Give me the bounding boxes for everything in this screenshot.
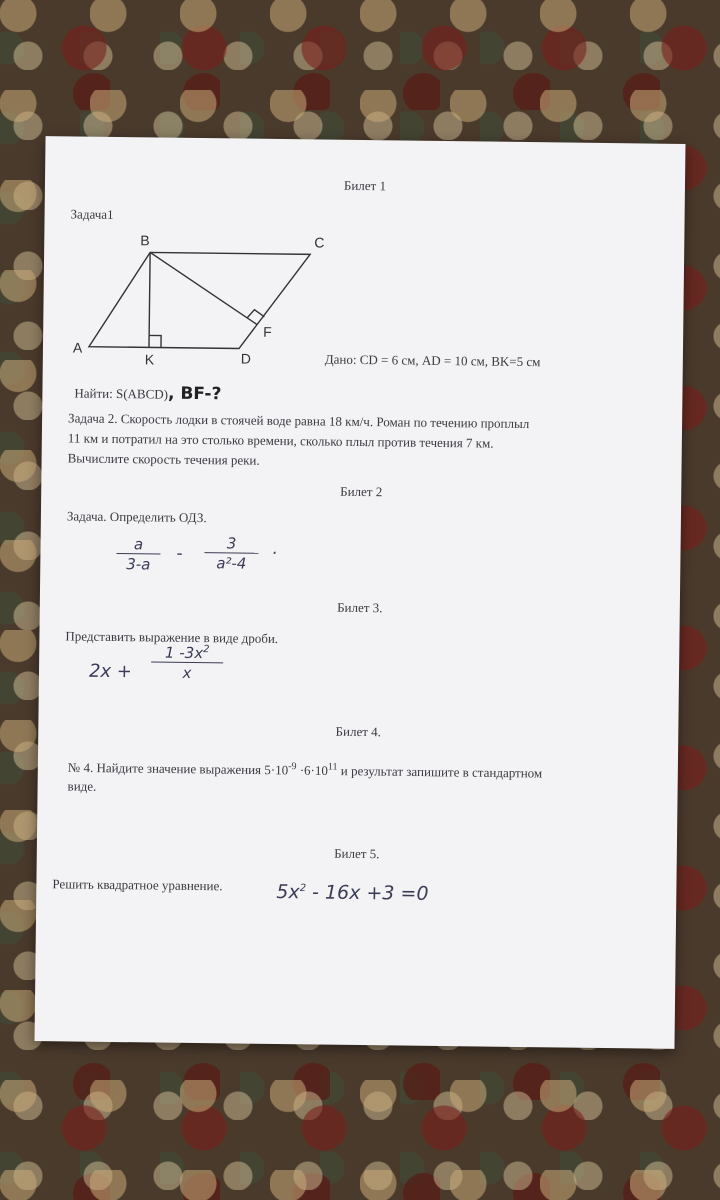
ticket4-line1: [68, 758, 543, 781]
right-angle-mark-f: [247, 310, 264, 318]
paper-sheet: [34, 136, 685, 1049]
ticket3-num-exp: 2: [203, 644, 210, 656]
point-label-k: K: [144, 351, 155, 368]
vertex-label-c: C: [314, 234, 325, 251]
ticket2-fraction-1: [116, 535, 160, 574]
ticket5-title: Билет 5.: [334, 845, 380, 862]
ticket3-fraction: [151, 643, 223, 682]
ticket5-eq-b: - 16x +3 =0: [305, 881, 429, 905]
ticket4-line2: виде.: [67, 778, 97, 794]
ticket2-num1: a: [133, 535, 144, 554]
ticket5-eq-exp: 2: [299, 882, 307, 895]
ticket1-task2-line2: 11 км и потратил на это столько времени, сколько плыл против течения 7 км.: [67, 430, 494, 451]
ticket2-fraction-2: [204, 534, 258, 573]
ticket1-find: [74, 382, 221, 404]
vertex-label-d: D: [240, 350, 252, 367]
ticket1-task2-line3: Вычислите скорость течения реки.: [67, 450, 260, 468]
ticket1-given: Дано: CD = 6 см, AD = 10 см, BK=5 см: [324, 351, 541, 370]
ticket3-num: [151, 643, 223, 662]
ticket4-exp1: -9: [288, 761, 297, 773]
ticket3-den: x: [151, 661, 223, 682]
vertex-label-a: A: [72, 339, 83, 356]
ticket3-task: Представить выражение в виде дроби.: [65, 628, 279, 647]
ticket1-find-handwritten: , BF-?: [167, 383, 222, 405]
ticket4-text-mid: ·6·10: [296, 762, 329, 778]
ticket3-num-base: 1 -3x: [164, 643, 204, 663]
ticket1-task2-line1: Задача 2. Скорость лодки в стоячей воде равна 18 км/ч. Роман по течению проплыл: [68, 410, 530, 432]
ticket4-title: Билет 4.: [335, 723, 382, 740]
ticket2-task: Задача. Определить ОДЗ.: [66, 508, 207, 526]
vertex-label-b: B: [140, 232, 150, 249]
perpendicular-bf: [149, 252, 258, 324]
ticket1-find-printed: Найти: S(ABCD): [74, 385, 169, 402]
ticket3-lead: 2x +: [88, 660, 133, 683]
point-label-f: F: [263, 323, 272, 340]
right-angle-mark-k: [149, 335, 161, 347]
parallelogram-abcd: [89, 252, 310, 350]
ticket2-den1: 3-a: [116, 553, 160, 574]
ticket5-equation: [276, 881, 428, 905]
ticket4-exp2: 11: [327, 761, 338, 773]
ticket5-eq-a: 5x: [276, 881, 300, 904]
ticket2-minus: -: [176, 543, 183, 564]
ticket4-text-b: и результат запишите в стандартном: [337, 763, 543, 781]
ticket2-title: Билет 2: [340, 483, 383, 500]
ticket2-num2: 3: [226, 534, 237, 553]
ticket4-text-a: № 4. Найдите значение выражения 5·10: [67, 759, 289, 778]
ticket5-task: Решить квадратное уравнение.: [52, 876, 223, 894]
ticket2-den2: a²-4: [204, 552, 258, 573]
ticket2-dot: .: [272, 538, 279, 559]
ticket1-title: Билет 1: [343, 177, 387, 194]
parallelogram-diagram: [69, 226, 351, 369]
ticket3-title: Билет 3.: [337, 599, 383, 616]
ticket1-task1-label: Задача1: [70, 206, 114, 222]
height-bk: [149, 252, 150, 347]
